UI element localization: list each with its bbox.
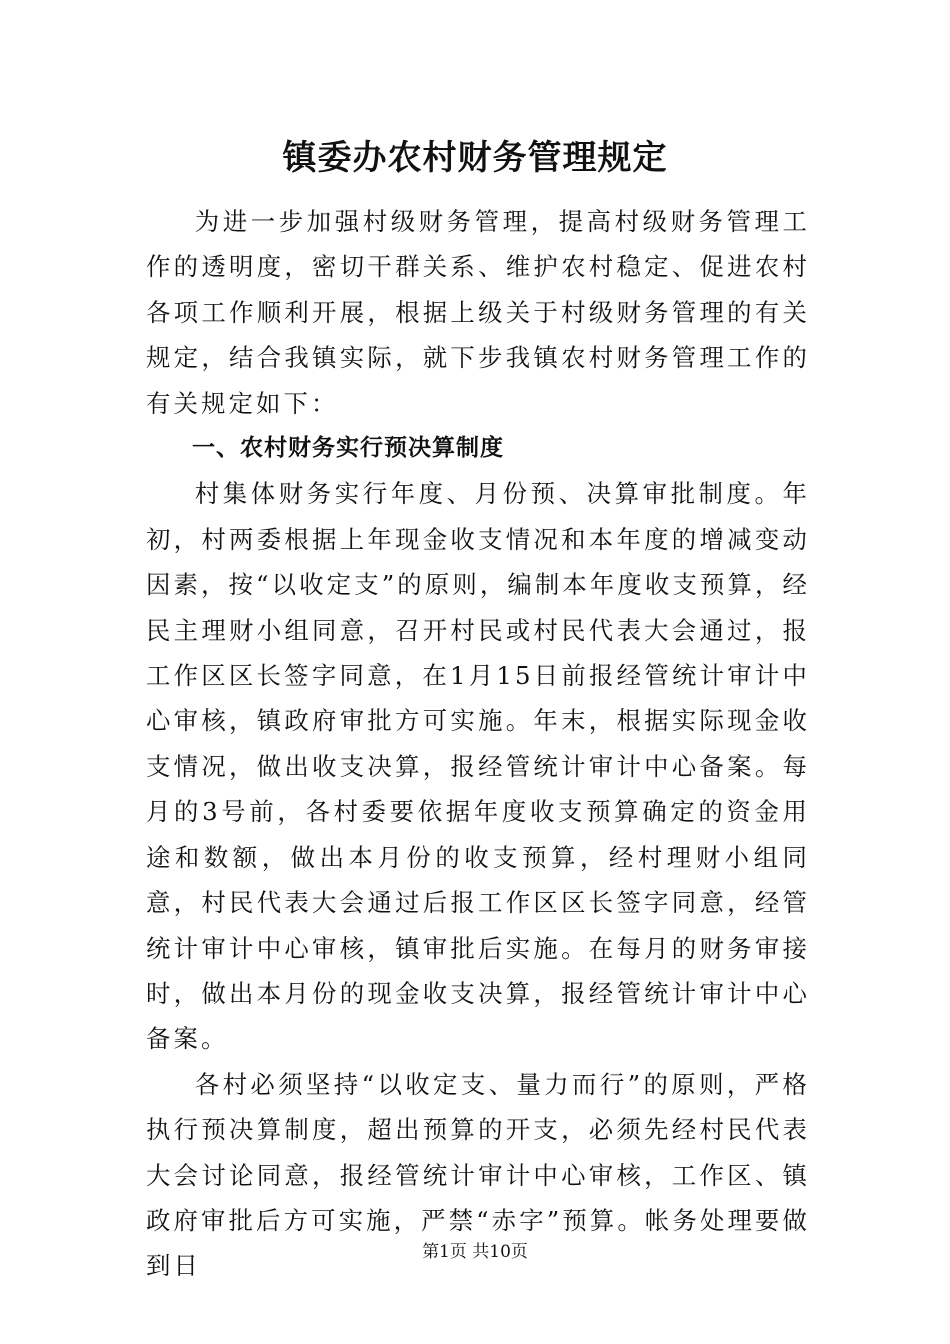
- section-paragraph: 村集体财务实行年度、月份预、决算审批制度。年初，村两委根据上年现金收支情况和本年度的增减变动因素，按“以收定支”的原则，编制本年度收支预算，经民主理财小组同意，召开村民或村民代表大会通过，报工作区区长签字同意，在1月15日前报经管统计审计中心审核，镇政府审批方可实施。年末，根据实际现金收支情况，做出收支决算，报经管统计审计中心备案。每月的3号前，各村委要依据年度收支预算确定的资金用途和数额，做出本月份的收支预算，经村理财小组同意，村民代表大会通过后报工作区区长签字同意，经管统计审计中心审核，镇审批后实施。在每月的财务审接时，做出本月份的现金收支决算，报经管统计审计中心备案。: [146, 479, 810, 1054]
- section-heading: 一、农村财务实行预决算制度: [192, 435, 504, 462]
- page-footer: 第1页 共10页: [422, 1242, 528, 1262]
- section-paragraph: 各村必须坚持“以收定支、量力而行”的原则，严格执行预决算制度，超出预算的开支，必须先经村民代表大会讨论同意，报经管统计审计中心审核，工作区、镇政府审批后方可实施，严禁“赤字”预算。帐务处理要做到日: [146, 1069, 810, 1281]
- document-body: [146, 199, 810, 1289]
- document-title: 镇委办农村财务管理规定: [282, 138, 668, 178]
- intro-paragraph: 为进一步加强村级财务管理，提高村级财务管理工作的透明度，密切干群关系、维护农村稳定、促进农村各项工作顺利开展，根据上级关于村级财务管理的有关规定，结合我镇实际，就下步我镇农村财务管理工作的有关规定如下：: [146, 207, 810, 418]
